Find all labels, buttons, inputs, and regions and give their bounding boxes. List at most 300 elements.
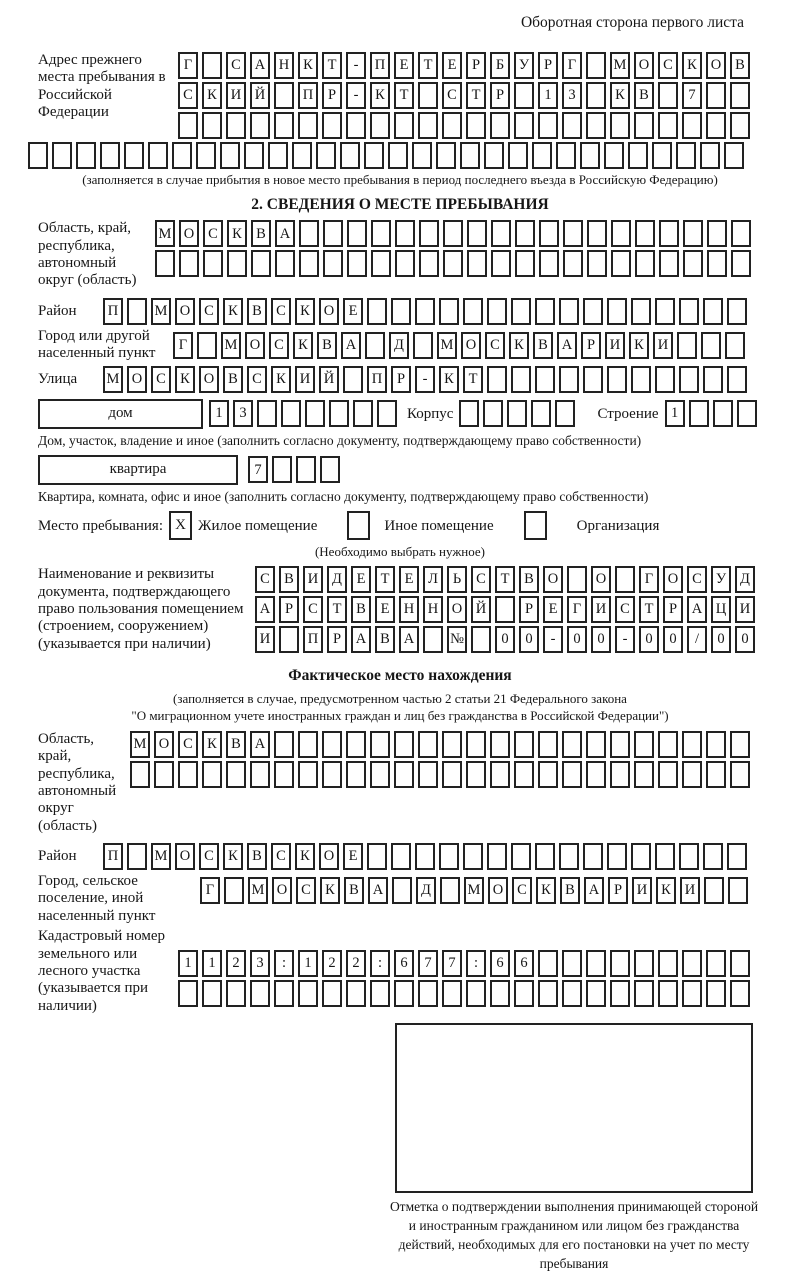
char-cell <box>514 82 534 109</box>
char-cell <box>415 843 435 870</box>
char-cell <box>202 980 222 1007</box>
char-cell: О <box>319 298 339 325</box>
prev-address-row-1 <box>178 52 750 79</box>
char-cell: Л <box>423 566 443 593</box>
char-cell <box>178 761 198 788</box>
char-cell: О <box>447 596 467 623</box>
char-cell <box>683 250 703 277</box>
char-cell <box>555 400 575 427</box>
char-cell: О <box>175 843 195 870</box>
char-cell: А <box>399 626 419 653</box>
char-cell <box>634 731 654 758</box>
region-row-1 <box>155 220 751 247</box>
char-cell <box>467 220 487 247</box>
char-cell: В <box>351 596 371 623</box>
char-cell <box>490 731 510 758</box>
char-cell: Д <box>416 877 436 904</box>
char-cell <box>658 82 678 109</box>
char-cell: П <box>367 366 387 393</box>
char-cell: 0 <box>567 626 587 653</box>
char-cell <box>439 843 459 870</box>
char-cell <box>634 112 654 139</box>
char-cell <box>490 112 510 139</box>
char-cell <box>463 298 483 325</box>
char-cell <box>127 843 147 870</box>
char-cell <box>490 980 510 1007</box>
char-cell <box>538 731 558 758</box>
house-block <box>8 399 792 429</box>
char-cell: О <box>179 220 199 247</box>
char-cell <box>610 761 630 788</box>
char-cell: Ц <box>711 596 731 623</box>
char-cell <box>394 112 414 139</box>
char-cell: 1 <box>202 950 222 977</box>
char-cell: О <box>543 566 563 593</box>
char-cell: И <box>303 566 323 593</box>
char-cell <box>418 731 438 758</box>
stamp-box <box>395 1023 753 1193</box>
char-cell: Г <box>173 332 193 359</box>
char-cell <box>607 366 627 393</box>
char-cell: К <box>298 52 318 79</box>
char-cell <box>367 843 387 870</box>
char-cell <box>298 731 318 758</box>
char-cell: Р <box>466 52 486 79</box>
char-cell <box>487 298 507 325</box>
char-cell: М <box>248 877 268 904</box>
char-cell <box>343 366 363 393</box>
char-cell: П <box>103 298 123 325</box>
char-cell: / <box>687 626 707 653</box>
char-cell: К <box>175 366 195 393</box>
char-cell <box>178 112 198 139</box>
char-cell <box>730 761 750 788</box>
char-cell <box>514 980 534 1007</box>
char-cell <box>556 142 576 169</box>
char-cell <box>370 112 390 139</box>
char-cell <box>484 142 504 169</box>
char-cell: М <box>221 332 241 359</box>
char-cell: В <box>533 332 553 359</box>
char-cell <box>250 980 270 1007</box>
char-cell: О <box>245 332 265 359</box>
char-cell: О <box>319 843 339 870</box>
char-cell <box>220 142 240 169</box>
house-note: Дом, участок, владение и иное (заполнить согласно документу, подтверждающему право собственности) <box>38 432 642 448</box>
char-cell <box>179 250 199 277</box>
checkbox-other-premises <box>347 511 370 540</box>
char-cell: Р <box>327 626 347 653</box>
char-cell <box>443 250 463 277</box>
char-cell: С <box>226 52 246 79</box>
char-cell <box>731 220 751 247</box>
document-label: Наименование и реквизиты документа, подтверждающего право пользования помещением (строением, сооружением) (указывается при наличии) <box>38 566 244 652</box>
char-cell <box>388 142 408 169</box>
char-cell <box>329 400 349 427</box>
char-cell: 1 <box>209 400 229 427</box>
char-cell <box>340 142 360 169</box>
char-cell <box>559 843 579 870</box>
char-cell: 1 <box>178 950 198 977</box>
char-cell: К <box>320 877 340 904</box>
char-cell <box>583 366 603 393</box>
char-cell <box>539 220 559 247</box>
char-cell: К <box>629 332 649 359</box>
char-cell <box>587 250 607 277</box>
char-cell: Ь <box>447 566 467 593</box>
char-cell <box>703 366 723 393</box>
char-cell <box>586 761 606 788</box>
char-cell: М <box>155 220 175 247</box>
char-cell: С <box>485 332 505 359</box>
char-cell: 0 <box>711 626 731 653</box>
char-cell <box>731 250 751 277</box>
char-cell: Р <box>391 366 411 393</box>
char-cell: Й <box>250 82 270 109</box>
char-cell <box>615 566 635 593</box>
prev-address-row-2 <box>178 82 750 109</box>
prev-address-block <box>8 52 792 139</box>
char-cell: М <box>130 731 150 758</box>
region-grid <box>155 220 751 277</box>
char-cell <box>367 298 387 325</box>
char-cell <box>395 220 415 247</box>
char-cell: О <box>634 52 654 79</box>
char-cell: В <box>375 626 395 653</box>
char-cell <box>257 400 277 427</box>
char-cell <box>707 220 727 247</box>
char-cell: И <box>591 596 611 623</box>
char-cell <box>682 761 702 788</box>
char-cell <box>658 112 678 139</box>
char-cell: М <box>437 332 457 359</box>
char-cell <box>415 298 435 325</box>
char-cell <box>679 366 699 393</box>
char-cell: Р <box>490 82 510 109</box>
char-cell <box>538 980 558 1007</box>
char-cell <box>320 456 340 483</box>
char-cell: Н <box>274 52 294 79</box>
char-cell: О <box>127 366 147 393</box>
char-cell: Д <box>735 566 755 593</box>
char-cell <box>631 366 651 393</box>
char-cell: И <box>226 82 246 109</box>
char-cell: С <box>296 877 316 904</box>
stay-type-label: Место пребывания: <box>38 517 163 534</box>
char-cell <box>353 400 373 427</box>
char-cell <box>607 843 627 870</box>
char-cell <box>394 761 414 788</box>
char-cell <box>466 731 486 758</box>
char-cell <box>487 843 507 870</box>
char-cell: В <box>730 52 750 79</box>
char-cell <box>392 877 412 904</box>
char-cell <box>130 761 150 788</box>
char-cell: С <box>151 366 171 393</box>
char-cell <box>322 761 342 788</box>
char-cell <box>511 298 531 325</box>
stay-option-other-label: Иное помещение <box>384 517 494 534</box>
char-cell <box>442 112 462 139</box>
char-cell <box>659 250 679 277</box>
street-row <box>103 366 747 393</box>
document-block <box>8 566 792 653</box>
char-cell <box>514 761 534 788</box>
char-cell <box>466 761 486 788</box>
char-cell: - <box>615 626 635 653</box>
char-cell: 3 <box>562 82 582 109</box>
char-cell <box>322 112 342 139</box>
char-cell: К <box>223 843 243 870</box>
char-cell: В <box>279 566 299 593</box>
char-cell <box>76 142 96 169</box>
char-cell: К <box>656 877 676 904</box>
char-cell <box>514 731 534 758</box>
char-cell <box>727 366 747 393</box>
char-cell <box>535 843 555 870</box>
char-cell <box>274 82 294 109</box>
char-cell <box>172 142 192 169</box>
char-cell: 7 <box>248 456 268 483</box>
char-cell <box>371 250 391 277</box>
char-cell <box>395 250 415 277</box>
cadastre-label: Кадастровый номер земельного или лесного участка (указывается при наличии) <box>38 928 165 1014</box>
char-cell: И <box>680 877 700 904</box>
char-cell <box>274 731 294 758</box>
char-cell: И <box>255 626 275 653</box>
char-cell: Е <box>399 566 419 593</box>
char-cell <box>298 761 318 788</box>
char-cell <box>631 298 651 325</box>
char-cell <box>737 400 757 427</box>
char-cell: В <box>247 298 267 325</box>
char-cell: С <box>471 566 491 593</box>
char-cell: Е <box>543 596 563 623</box>
char-cell: 6 <box>514 950 534 977</box>
char-cell: С <box>442 82 462 109</box>
char-cell: С <box>269 332 289 359</box>
stamp-note: Отметка о подтверждении выполнения принимающей стороной и иностранным гражданином или лицом без гражданства действий, необходимых для его постановки на учет по месту пребывания <box>389 1199 759 1271</box>
char-cell: С <box>178 731 198 758</box>
apartment-block <box>8 455 792 485</box>
char-cell <box>611 220 631 247</box>
korpus-label: Корпус <box>407 405 454 422</box>
region-label: Область, край, республика, автономный округ (область) <box>38 220 137 289</box>
char-cell <box>413 332 433 359</box>
char-cell: П <box>370 52 390 79</box>
char-cell: А <box>250 731 270 758</box>
char-cell <box>202 52 222 79</box>
char-cell: С <box>303 596 323 623</box>
char-cell: Н <box>399 596 419 623</box>
char-cell: А <box>584 877 604 904</box>
char-cell: К <box>223 298 243 325</box>
char-cell <box>394 731 414 758</box>
char-cell <box>562 950 582 977</box>
char-cell: Й <box>471 596 491 623</box>
char-cell <box>559 366 579 393</box>
char-cell <box>154 761 174 788</box>
char-cell <box>679 298 699 325</box>
char-cell: 1 <box>538 82 558 109</box>
char-cell <box>563 250 583 277</box>
char-cell: Д <box>389 332 409 359</box>
char-cell: : <box>370 950 390 977</box>
char-cell <box>471 626 491 653</box>
char-cell: К <box>509 332 529 359</box>
document-row-2 <box>255 596 755 623</box>
char-cell <box>706 980 726 1007</box>
char-cell <box>418 761 438 788</box>
char-cell <box>725 332 745 359</box>
char-cell <box>689 400 709 427</box>
char-cell <box>377 400 397 427</box>
char-cell: Е <box>442 52 462 79</box>
char-cell: Е <box>351 566 371 593</box>
char-cell <box>587 220 607 247</box>
char-cell <box>124 142 144 169</box>
char-cell: И <box>605 332 625 359</box>
actual-city-row <box>200 877 748 904</box>
char-cell <box>511 843 531 870</box>
char-cell <box>202 112 222 139</box>
char-cell <box>490 761 510 788</box>
char-cell <box>459 400 479 427</box>
char-cell <box>586 52 606 79</box>
char-cell: И <box>632 877 652 904</box>
char-cell: М <box>103 366 123 393</box>
char-cell: 6 <box>394 950 414 977</box>
char-cell: Т <box>639 596 659 623</box>
char-cell: 2 <box>322 950 342 977</box>
char-cell <box>226 761 246 788</box>
char-cell: Р <box>322 82 342 109</box>
char-cell <box>704 877 724 904</box>
char-cell <box>730 980 750 1007</box>
char-cell <box>567 566 587 593</box>
char-cell <box>370 980 390 1007</box>
char-cell <box>655 298 675 325</box>
char-cell <box>52 142 72 169</box>
char-cell <box>423 626 443 653</box>
document-row-1 <box>255 566 755 593</box>
cadastre-grid <box>178 950 750 1007</box>
char-cell: А <box>687 596 707 623</box>
cadastre-row-1 <box>178 950 750 977</box>
char-cell: - <box>543 626 563 653</box>
char-cell <box>604 142 624 169</box>
char-cell <box>683 220 703 247</box>
document-grid <box>255 566 755 653</box>
street-block <box>8 366 792 393</box>
korpus-cells <box>459 400 575 427</box>
char-cell <box>274 980 294 1007</box>
char-cell <box>682 112 702 139</box>
char-cell <box>299 250 319 277</box>
char-cell: М <box>151 843 171 870</box>
char-cell: 2 <box>346 950 366 977</box>
cadastre-block <box>8 928 792 1015</box>
char-cell: А <box>351 626 371 653</box>
char-cell: 3 <box>250 950 270 977</box>
char-cell <box>703 298 723 325</box>
char-cell <box>487 366 507 393</box>
char-cell <box>364 142 384 169</box>
char-cell: К <box>536 877 556 904</box>
char-cell: : <box>466 950 486 977</box>
char-cell <box>706 731 726 758</box>
house-box-label: дом <box>38 399 203 429</box>
char-cell: С <box>247 366 267 393</box>
char-cell: К <box>227 220 247 247</box>
char-cell <box>316 142 336 169</box>
district-label: Район <box>38 302 77 319</box>
char-cell <box>272 456 292 483</box>
char-cell: 0 <box>591 626 611 653</box>
char-cell: Р <box>279 596 299 623</box>
char-cell: В <box>223 366 243 393</box>
char-cell <box>580 142 600 169</box>
char-cell <box>610 112 630 139</box>
char-cell: У <box>514 52 534 79</box>
char-cell <box>682 950 702 977</box>
char-cell: П <box>298 82 318 109</box>
char-cell: С <box>203 220 223 247</box>
char-cell: И <box>295 366 315 393</box>
char-cell <box>730 82 750 109</box>
char-cell <box>586 82 606 109</box>
char-cell <box>610 731 630 758</box>
char-cell <box>268 142 288 169</box>
char-cell: Т <box>322 52 342 79</box>
street-label: Улица <box>38 370 78 387</box>
char-cell <box>703 843 723 870</box>
char-cell: Г <box>639 566 659 593</box>
char-cell <box>658 980 678 1007</box>
char-cell <box>419 250 439 277</box>
checkbox-residential: X <box>169 511 192 540</box>
char-cell <box>538 950 558 977</box>
char-cell: О <box>175 298 195 325</box>
char-cell <box>700 142 720 169</box>
char-cell <box>655 843 675 870</box>
char-cell <box>370 731 390 758</box>
char-cell <box>535 366 555 393</box>
char-cell <box>611 250 631 277</box>
char-cell <box>226 112 246 139</box>
char-cell <box>251 250 271 277</box>
char-cell: - <box>346 52 366 79</box>
char-cell <box>507 400 527 427</box>
char-cell: 0 <box>519 626 539 653</box>
char-cell <box>607 298 627 325</box>
char-cell <box>586 112 606 139</box>
char-cell: Р <box>538 52 558 79</box>
char-cell <box>292 142 312 169</box>
char-cell <box>442 980 462 1007</box>
region-block <box>8 220 792 290</box>
char-cell: А <box>275 220 295 247</box>
char-cell <box>562 761 582 788</box>
char-cell <box>203 250 223 277</box>
char-cell: 0 <box>735 626 755 653</box>
char-cell <box>539 250 559 277</box>
char-cell <box>155 250 175 277</box>
char-cell <box>148 142 168 169</box>
char-cell: К <box>293 332 313 359</box>
char-cell <box>100 142 120 169</box>
actual-district-row <box>103 843 747 870</box>
